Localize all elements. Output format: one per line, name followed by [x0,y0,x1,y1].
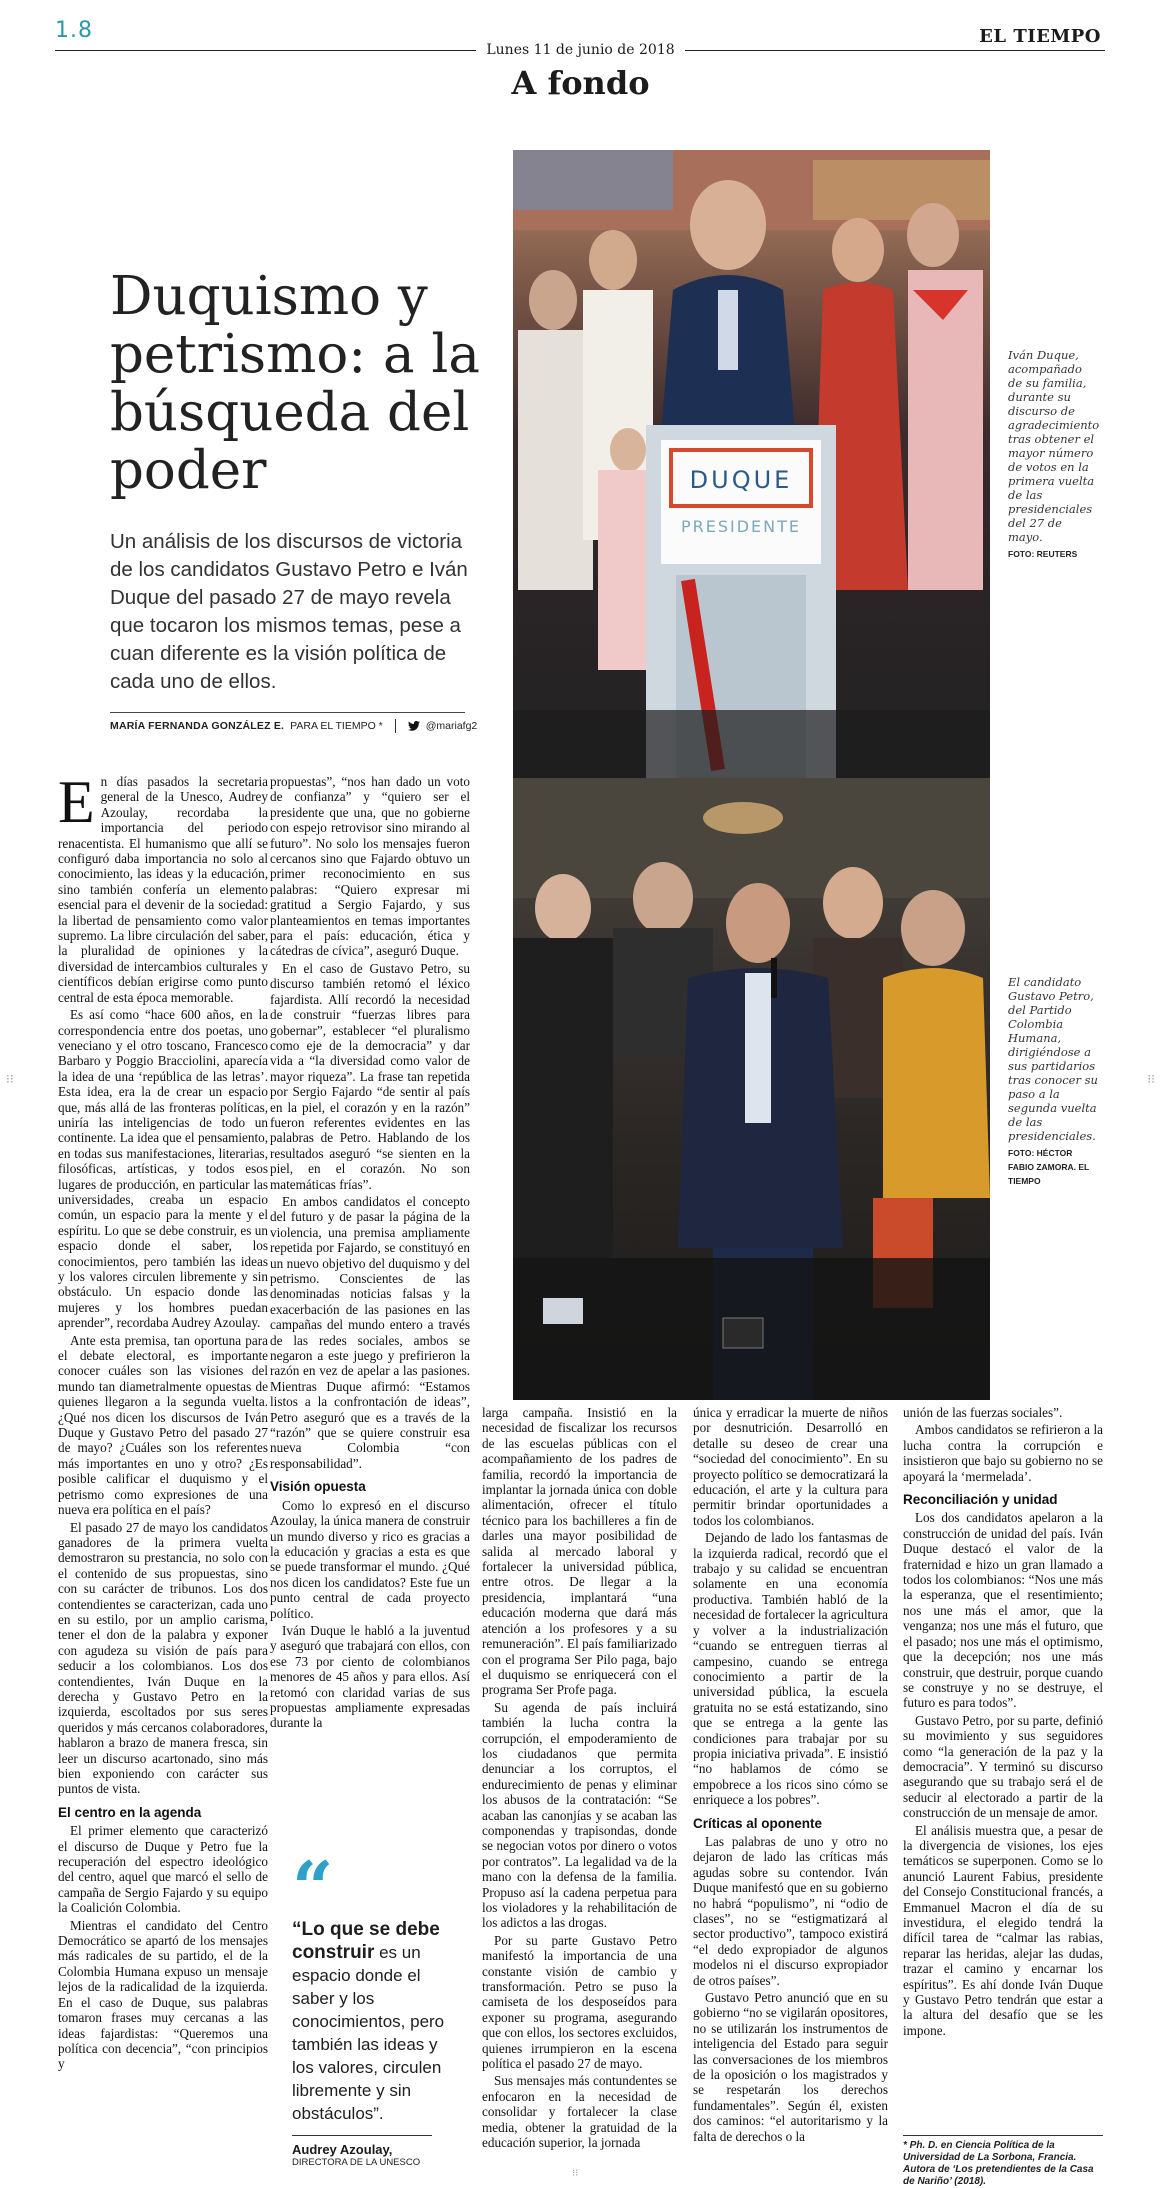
byline-rule [110,712,465,713]
body-column-3 [482,1405,677,2175]
photo-petro-caption [1008,975,1098,1188]
photo-duque-caption [1008,348,1098,561]
paragraph: Mientras el candidato del Centro Democrático se apartó de los mensajes más radicales de su partido, el de la Colombia Humana expuso un mensaje lejos de la radicalidad de la izquierda. En el caso de Duque, sus palabras tomaron frases muy cercanas a las ideas fajardistas: “Queremos una política con decencia”, “con principios y [58,1917,268,2072]
podium-presidente-text: PRESIDENTE [680,517,802,536]
paragraph: Ambos candidatos se refirieron a la lucha contra la corrupción e insistieron que bajo su gobierno no se apoyará la ‘mermelada’. [903,1422,1103,1484]
paragraph-text: n días pasados la secretaria general de la Unesco, Audrey Azoulay, recordaba la importancia del periodo renacentista. El humanismo que allí se configuró daba importancia no solo al conocimiento, las ideas y la educación, sino también confería un elemento esencial para el devenir de la sociedad: la libertad de pensamiento como valor supremo. La libre circulación del saber, la pluralidad de opiniones y la diversidad de intercambios culturales y científicos debían erigirse como punto central de esta época memorable. [58,774,268,1005]
pull-quote-text [292,1918,457,2125]
paragraph: El análisis muestra que, a pesar de la divergencia de visiones, los ejes temáticos se superponen. Como se lo anunció Laurent Fabius, presidente del Consejo Constitucional francés, a Emmanuel Macron el día de su investidura, el elegido tendrá la difícil tarea de “calmar las rabias, reparar las heridas, alejar las dudas, trazar el camino y encarnar los espíritus”. Es ahí donde Iván Duque y Gustavo Petro tendrán que estar a la altura del desafío que se les impone. [903,1822,1103,2038]
footnote-rule [903,2135,1103,2136]
pull-quote-name: Audrey Azoulay, [292,2142,393,2157]
paragraph: Sus mensajes más contundentes se enfocaron en la necesidad de consolidar y fortalecer la clase media, obtener la gratuidad de la educación superior, la jornada [482,2073,677,2151]
author-footnote: * Ph. D. en Ciencia Política de la Universidad de La Sorbona, Francia. Autora de ‘Los pretendientes de la Casa de Nariño’ (2018). [903,2140,1094,2187]
paragraph: Gustavo Petro, por su parte, definió su movimiento y sus seguidores como “la generación de la paz y la democracia”. Y terminó su discurso asegurando que su trabajo será el de seducir al electorado a partir de la construcción de un mensaje de amor. [903,1712,1103,1821]
fold-mark-icon: ⁝⁝ [572,2168,579,2179]
body-column-5 [903,1405,1103,2135]
pull-quote-rest: es un espacio donde el saber y los conocimientos, pero también las ideas y los valores, circulen libremente y sin obstáculos”. [292,1943,445,2123]
paragraph: Las palabras de uno y otro no dejaron de lado las críticas más agudas sobre su contendor. Iván Duque manifestó que en su gobierno no habrá “populismo”, ni “odio de clases”, no se “estigmatizará al sector productivo”, tampoco existirá “el dedo expropiador de algunos modelos ni el discurso expropiador de otros países”. [693,1833,888,1988]
paragraph: Ante esta premisa, tan oportuna para el debate electoral, es importante conocer cuáles son las visiones del mundo tan diametralmente opuestas de quienes llegaron a la segunda vuelta. ¿Qué nos dicen los discursos de Iván Duque y Gustavo Petro del pasado 27 de mayo? ¿Cuáles son los referentes más importantes en uno y otro? ¿Es posible calificar el duquismo y el petrismo como expresiones de una nueva era política en el país? [58,1332,268,1518]
paragraph: Su agenda de país incluirá también la lucha contra la corrupción, el empoderamiento de los ciudadanos que permita denunciar a los corruptos, el endurecimiento de penas y eliminar los abusos de la contratación: “Se acaban las canonjías y se acaban las componendas y trapisondas, donde se negocian votos por dinero o votos por contratos”. La legalidad va de la mano con la defensa de la familia. Propuso así la cadena perpetua para los violadores y la rehabilitación de los adictos a las drogas. [482,1699,677,1931]
paragraph: Por su parte Gustavo Petro manifestó la importancia de una constante visión de cambio y transformación. Petro se puso la camiseta de los desposeídos para exponer su programa, asegurando que con ellos, los sectores excluidos, quienes irrumpieron en la escena política el pasado 27 de mayo. [482,1932,677,2072]
subhead-centro: El centro en la agenda [58,1804,202,1820]
subhead-reconciliacion: Reconciliación y unidad [903,1492,1058,1508]
subhead-criticas: Críticas al oponente [693,1815,823,1831]
photo-petro [513,778,990,1400]
photo-duque-caption-text: Iván Duque, acompañado de su familia, durante su discurso de agradecimiento tras obtener el mayor número de votos en la primera vuelta de las presidenciales del 27 de mayo. [1008,348,1100,544]
photo-petro-illustration [513,778,990,1400]
photo-petro-caption-text: El candidato Gustavo Petro, del Partido Colombia Humana, dirigiéndose a sus partidarios tras conocer su paso a la segunda vuelta de las presidenciales. [1008,975,1098,1143]
twitter-icon [408,721,420,731]
quote-mark-icon: “ [292,1845,334,1930]
photo-petro-credit: FOTO: HÉCTOR FABIO ZAMORA. EL TIEMPO [1008,1148,1090,1186]
podium-duque-text: DUQUE [689,466,793,494]
paragraph: En el caso de Gustavo Petro, su discurso también retomó el léxico fajardista. Allí recordó la necesidad de construir “fuerzas libres para gobernar”, establecer “el pluralismo como eje de la democracia” y dar vida a “la diversidad como valor de mayor riqueza”. La frase tan repetida por Sergio Fajardo “de sentir al país en la piel, el corazón y en la razón” fueron referentes evidentes en las palabras de Petro. Hablando de los resultados aseguró “se sienten en la piel, en el corazón. No son matemáticas frías”. [270,960,470,1192]
photo-duque [513,150,990,778]
byline [110,719,480,733]
paragraph: El pasado 27 de mayo los candidatos ganadores de la primera vuelta demostraron su prestancia, no solo con el contenido de sus propuestas, sino con su carácter de tribunos. Los dos contendientes se caracterizan, cada uno en su estilo, por un amplio carisma, tener el don de la palabra y exponer con agudeza su visión de país para seducir a los colombianos. Los dos contendientes, Iván Duque en la derecha y Gustavo Petro en la izquierda, escoltados por sus seres queridos y más cercanos colaboradores, hablaron a brazo de manera fresca, sin leer un discurso acartonado, sino más bien exponiendo con carácter sus puntos de vista. [58,1519,268,1797]
paragraph: Dejando de lado los fantasmas de la izquierda radical, recordó que el trabajo y su calidad se encuentran solamente en una economía productiva. También habló de la necesidad de fortalecer la agricultura y volver a la industrialización “cuando se entreguen tierras al campesino, cuando se entrega conocimiento a partir de la universidad pública, la escuela gratuita no se está estatizando, sino que se entrega a la gente las condiciones para trabajar por su propia iniciativa privada”. E insistió “no hablamos de cómo se empobrece a los ricos sino cómo se enriquece a los pobres”. [693,1530,888,1808]
pull-quote-rule [292,2135,432,2136]
paragraph: Como lo expresó en el discurso Azoulay, la única manera de construir un mundo diverso y rico es gracias a la educación y gracias a esta es que se puede transformar el mundo. ¿Qué nos dicen los candidatos? Este fue un punto central de cada proyecto político. [270,1497,470,1621]
issue-date-text: Lunes 11 de junio de 2018 [476,42,684,58]
byline-separator [395,719,396,733]
body-column-4 [693,1405,888,2175]
pull-quote-role: DIRECTORA DE LA UNESCO [292,2157,421,2168]
headline: Duquismo y petrismo: a la búsqueda del poder [110,266,480,501]
dek: Un análisis de los discursos de victoria de los candidatos Gustavo Petro e Iván Duque del pasado 27 de mayo revela que tocaron los mismos temas, pese a cuan diferente es la visión política de cada uno de ellos. [110,530,468,693]
masthead: EL TIEMPO [979,26,1101,47]
photo-duque-illustration [513,150,990,778]
drop-cap: E [58,774,95,835]
byline-author: MARÍA FERNANDA GONZÁLEZ E. [110,720,285,732]
paragraph: Iván Duque le habló a la juventud y aseguró que trabajará con ellos, con ese 73 por ciento de colombianos menores de 45 años y para ellos. Así retomó con claridad varias de sus propuestas ampliamente expresadas durante la [270,1622,470,1731]
pull-quote [292,1845,457,2168]
body-column-1 [58,774,268,2169]
paragraph [58,774,268,1005]
fold-mark-icon: ⁝⁝ [6,1072,14,1086]
paragraph: propuestas”, “nos han dado un voto de confianza” y “quiero ser el presidente que una, que no gobierne con espejo retrovisor sino mirando al futuro”. No solo los mensajes fueron cercanos sino que Fajardo obtuvo un primer reconocimiento en sus palabras: “Quiero expresar mi gratitud a Sergio Fajardo, y sus planteamientos en temas importantes para el país: educación, ética y cátedras de cívica”, aseguró Duque. [270,774,470,959]
paragraph: Es así como “hace 600 años, en la correspondencia entre dos poetas, uno veneciano y el otro toscano, Francesco Barbaro y Poggio Bracciolini, aparecía la idea de una ‘república de las letras’. Esta idea, era la de crear un espacio que, más allá de las fronteras políticas, uniría las inteligencias de todo un continente. La idea que el pensamiento, en todas sus manifestaciones, literarias, filosóficas, artísticas, y todos esos lugares de producción, en particular las universidades, creaba un espacio común, un espacio para la mente y el espíritu. Lo que se debe construir, es un espacio donde el saber, los conocimientos, pero también las ideas y los valores circulen libremente y sin obstáculo. Un espacio donde las mujeres y los hombres puedan aprender”, recordaba Audrey Azoulay. [58,1007,268,1331]
byline-twitter-handle: @mariafg2 [425,720,478,732]
page-number: 1.8 [55,18,93,43]
byline-outlet: PARA EL TIEMPO * [290,720,383,732]
paragraph: El primer elemento que caracterizó el discurso de Duque y Petro fue la recuperación del espectro ideológico del centro, aquel que marcó el sello de campaña de Sergio Fajardo y su equipo la Coalición Colombia. [58,1823,268,1916]
paragraph: larga campaña. Insistió en la necesidad de fiscalizar los recursos de las escuelas públicas con el acompañamiento de los padres de familia, recordó la importancia de implantar la jornada única con doble alimentación, ofrecer el título técnico para los bachilleres a fin de darles una mayor posibilidad de salida al mercado laboral y fortalecer la universidad pública, entre otros. De llegar a la presidencia, implantará “una educación moderna que dará más atención a los profesores y a su remuneración”. El país familiarizado con el programa Ser Pilo paga, bajo el duquismo se enriquecerá con el programa Ser Profe paga. [482,1405,677,1698]
section-title: A fondo [511,64,650,102]
subhead-vision: Visión opuesta [270,1479,366,1495]
paragraph: En ambos candidatos el concepto del futuro y de pasar la página de la violencia, una premisa ampliamente repetida por Fajardo, se constituyó en un nuevo objetivo del duquismo y del petrismo. Conscientes de las denominadas noticias falsas y la exacerbación de las pasiones en las campañas del mundo entero a través de las redes sociales, ambos se negaron a este juego y prefirieron la razón en vez de apelar a las pasiones. Mientras Duque afirmó: “Estamos listos a la confrontación de ideas”, Petro aseguró que es a través de la “razón” que se quiere construir esa nueva Colombia “con responsabilidad”. [270,1193,470,1471]
photo-duque-credit: FOTO: REUTERS [1008,549,1078,559]
paragraph: Los dos candidatos apelaron a la construcción de unidad del país. Iván Duque destacó el valor de la fraternidad e hizo un gran llamado a todos los colombianos: “Nos une más la esperanza, que el resentimiento; nos une más el amor, que la venganza; nos une más el futuro, que el pasado; nos une más el optimismo, que la decepción; nos une más construir, que destruir, porque cuando se construye y no se destruye, el futuro es para todos”. [903,1510,1103,1711]
body-column-2 [270,774,470,1844]
pull-quote-lead: “Lo que se debe construir [292,1919,440,1963]
paragraph: única y erradicar la muerte de niños por desnutrición. Desarrolló en detalle su deseo de crear una “sociedad del conocimiento”. En su proyecto político se democratizará la educación, el arte y la cultura para permitir brindar oportunidades a todos los colombianos. [693,1405,888,1528]
paragraph: unión de las fuerzas sociales”. [903,1405,1063,1420]
fold-mark-icon: ⁝⁝ [1147,1072,1155,1086]
paragraph: Gustavo Petro anunció que en su gobierno “no se vigilarán opositores, no se utilizarán los instrumentos de inteligencia del Estado para seguir las conversaciones de los miembros de la oposición o los magistrados y se respetarán los derechos fundamentales”. Según él, existen dos caminos: “el autoritarismo y la falta de derechos o la [693,1990,888,2144]
